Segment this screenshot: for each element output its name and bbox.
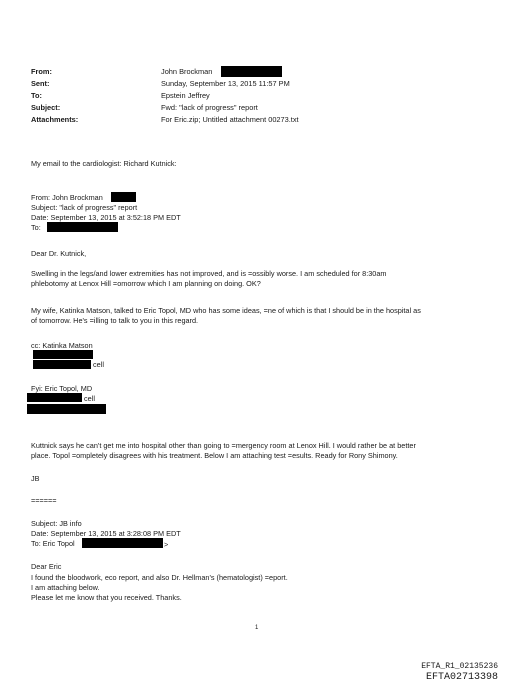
paragraph-1-line-1: Swelling in the legs/and lower extremities has not improved, and is =ossibly worse. I am scheduled for 8:30am <box>31 269 387 278</box>
message-2-subject: Subject: JB info <box>31 519 82 528</box>
message-2-date: Date: September 13, 2015 at 3:28:08 PM EDT <box>31 529 181 538</box>
redaction-message-2-to <box>82 538 163 548</box>
to-value: Epstein Jeffrey <box>161 91 210 100</box>
from-label: From: <box>31 67 52 76</box>
paragraph-3-line-2: place. Topol =ompletely disagrees with his treatment. Below I am attaching test =esults. Ready for Rony Shimony. <box>31 451 398 460</box>
footer-id-small: EFTA_R1_02135236 <box>421 662 498 671</box>
subject-label: Subject: <box>31 103 61 112</box>
fwd-subject: Subject: "lack of progress" report <box>31 203 138 212</box>
fyi-cell: cell <box>84 394 95 403</box>
fyi-line: Fyi: Eric Topol, MD <box>31 384 93 393</box>
fwd-from: From: John Brockman <box>31 193 103 202</box>
from-value: John Brockman <box>161 67 213 76</box>
paragraph-3-line-1: Kuttnick says he can't get me into hospital other than going to =mergency room at Lenox Hill. I would rather be at better <box>31 441 416 450</box>
sent-label: Sent: <box>31 79 50 88</box>
footer-id-large: EFTA02713398 <box>425 672 498 683</box>
redaction-fyi-1 <box>27 393 82 402</box>
salutation: Dear Dr. Kutnick, <box>31 249 87 258</box>
sent-value: Sunday, September 13, 2015 11:57 PM <box>161 79 290 88</box>
attachments-value: For Eric.zip; Untitled attachment 00273.txt <box>161 115 299 124</box>
message-2-to-suffix: > <box>164 540 169 549</box>
fwd-date: Date: September 13, 2015 at 3:52:18 PM EDT <box>31 213 181 222</box>
fwd-to: To: <box>31 223 41 232</box>
redaction-fwd-to <box>47 222 118 232</box>
redaction-cc-2 <box>33 360 91 369</box>
cc-cell: cell <box>93 360 104 369</box>
paragraph-1-line-2: phlebotomy at Lenox Hill =omorrow which I am planning on doing. OK? <box>31 279 261 288</box>
to-label: To: <box>31 91 42 100</box>
message-2-line-2: I am attaching below. <box>31 583 100 592</box>
paragraph-2-line-2: of tomorrow. He's =illing to talk to you in this regard. <box>31 316 199 325</box>
message-2-to: To: Eric Topol <box>31 539 75 548</box>
attachments-label: Attachments: <box>31 115 79 124</box>
paragraph-2-line-1: My wife, Katinka Matson, talked to Eric Topol, MD who has some ideas, =ne of which is that I should be in the hospital as <box>31 306 421 315</box>
message-2-line-3: Please let me know that you received. Thanks. <box>31 593 182 602</box>
message-2-line-1: I found the bloodwork, eco report, and also Dr. Hellman's (hematologist) =eport. <box>31 573 288 582</box>
redaction-from <box>221 66 282 77</box>
cc-line: cc: Katinka Matson <box>31 341 93 350</box>
signoff: JB <box>31 474 40 483</box>
redaction-fyi-2 <box>27 404 106 414</box>
page-number: 1 <box>255 625 259 631</box>
subject-value: Fwd: "lack of progress" report <box>161 103 258 112</box>
intro-line: My email to the cardiologist: Richard Kutnick: <box>31 159 177 168</box>
redaction-cc-1 <box>33 350 93 359</box>
redaction-fwd-from <box>111 192 136 202</box>
separator: ====== <box>31 496 57 505</box>
message-2-salutation: Dear Eric <box>31 562 62 571</box>
